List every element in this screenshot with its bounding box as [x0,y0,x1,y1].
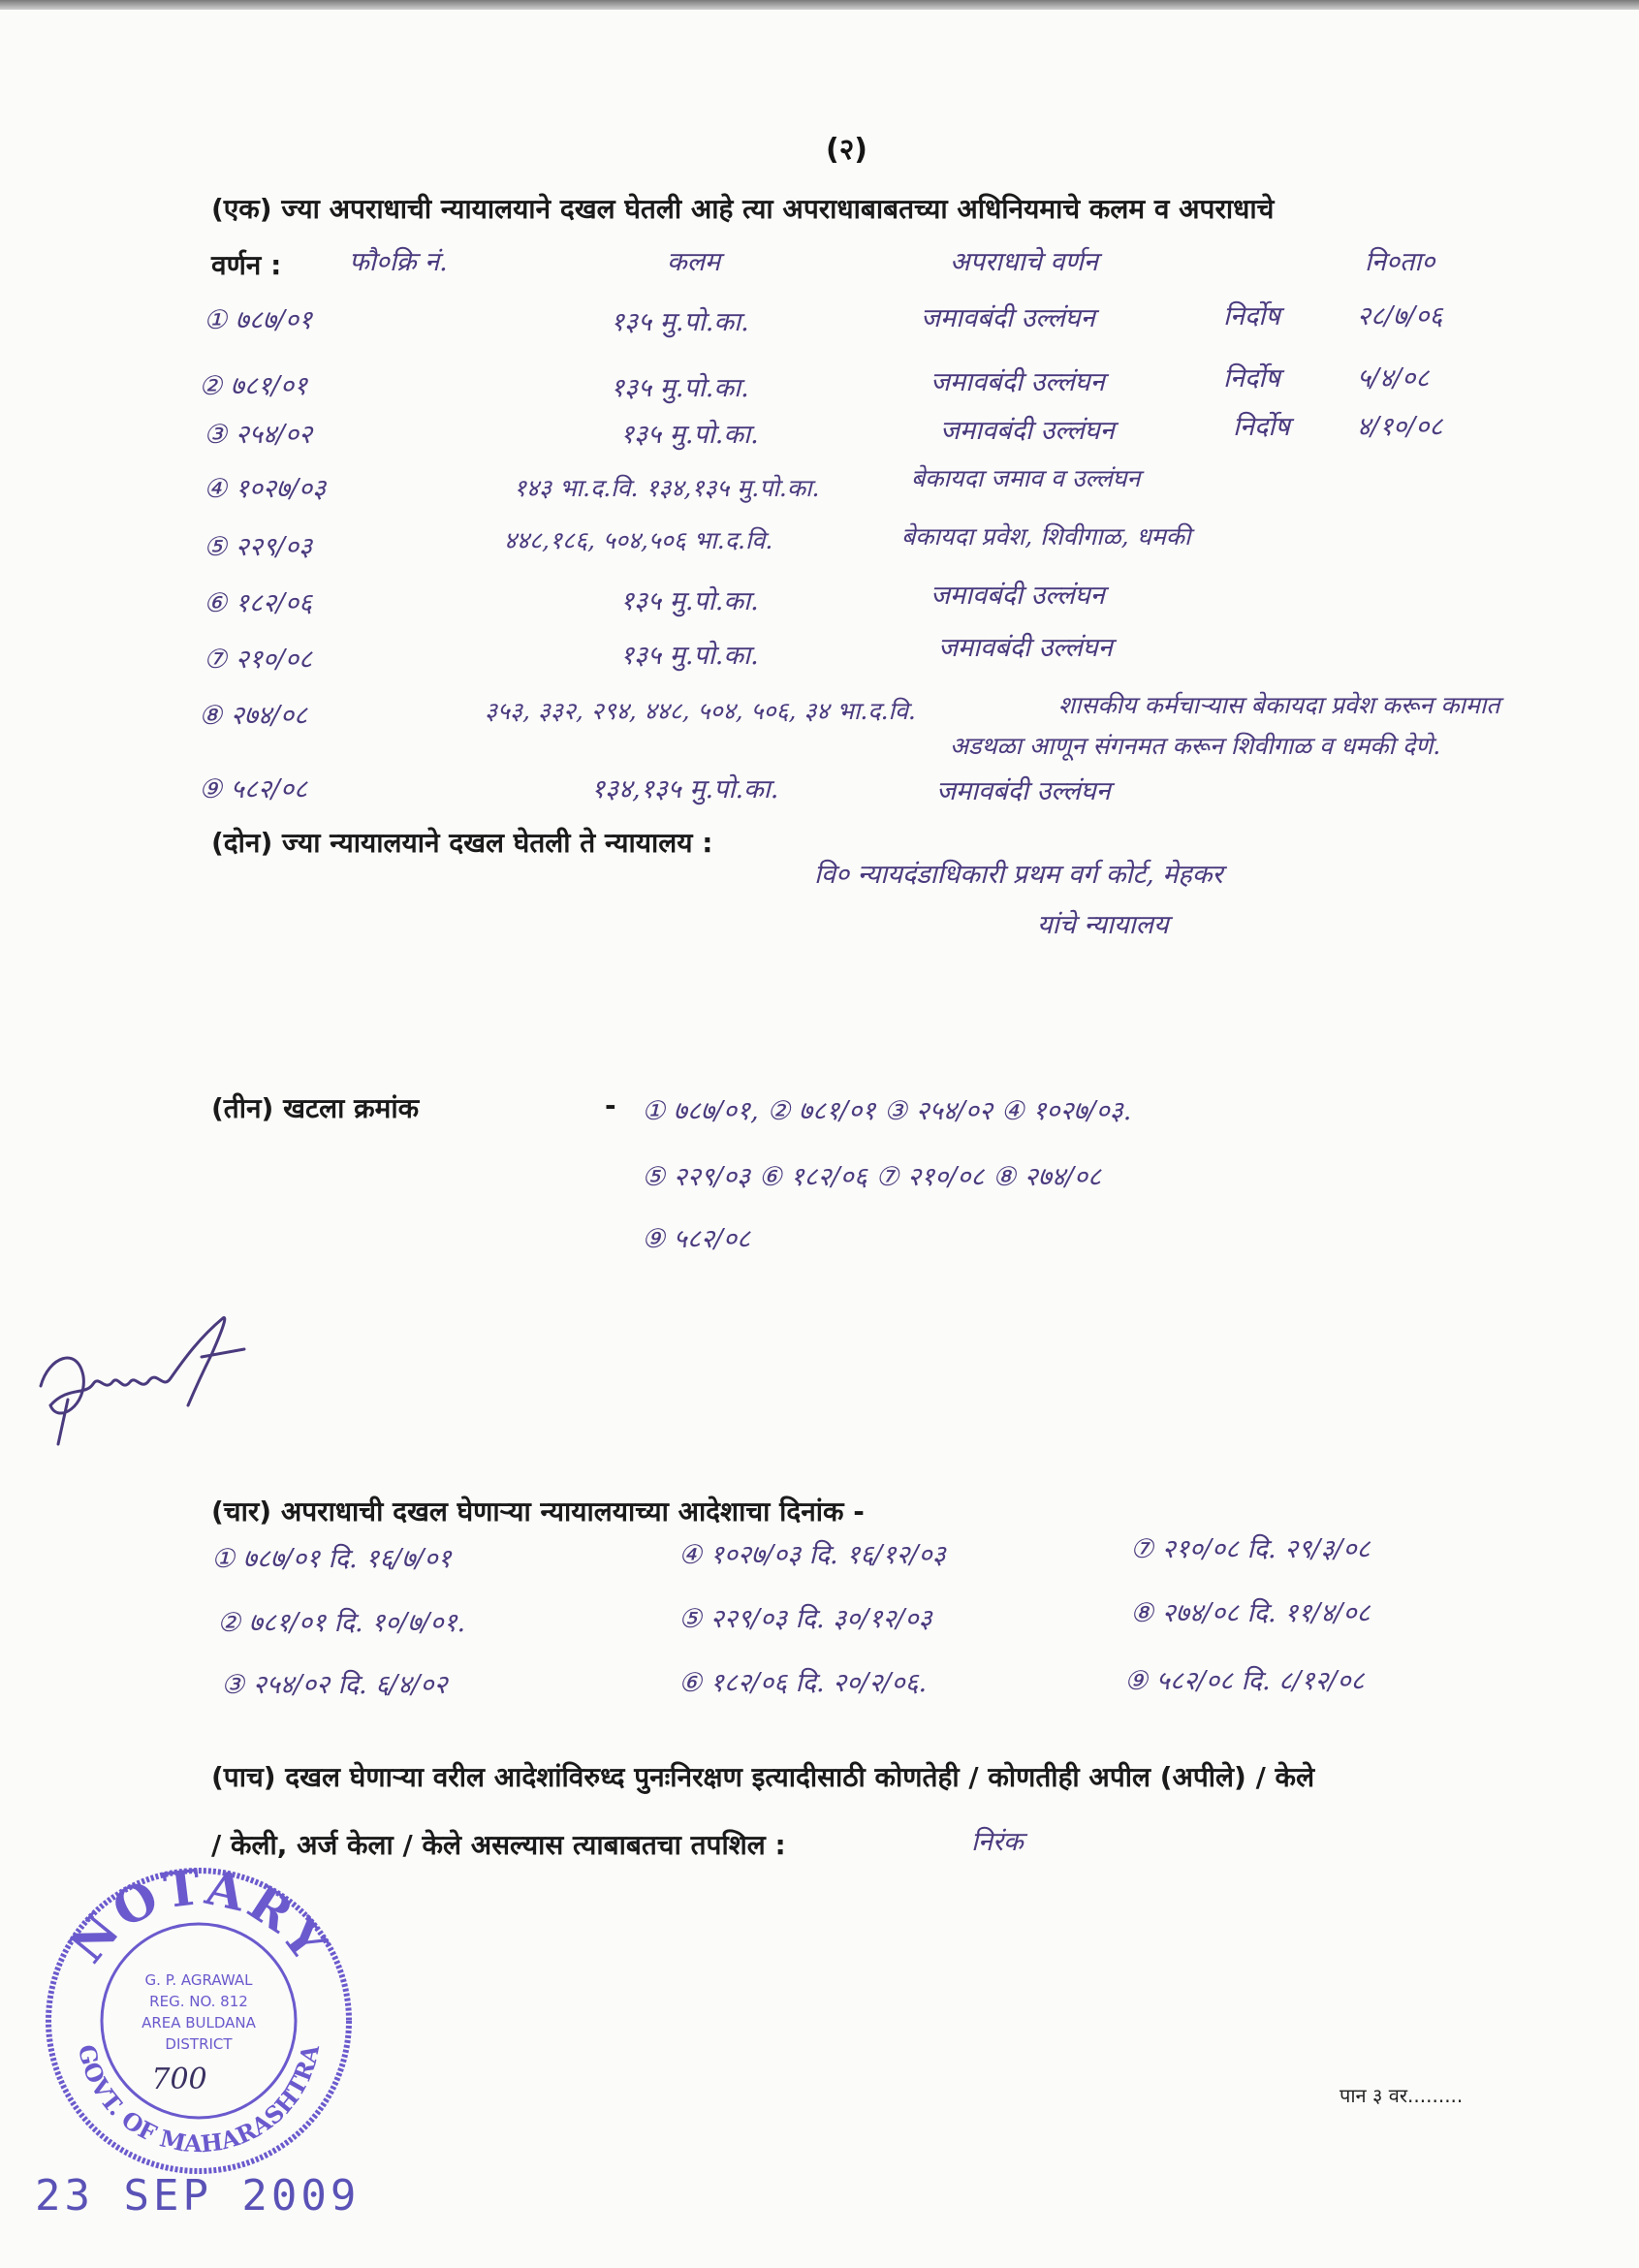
row-case: ⑥ १८२/०६ [204,588,313,618]
row-status: निर्दोष [1233,412,1290,442]
row-case: ④ १०२७/०३ [204,474,327,504]
row-status: निर्दोष [1223,363,1280,394]
section1-heading-cont: वर्णन : [211,249,282,281]
case-numbers-line3: ⑨ ५८२/०८ [642,1224,751,1254]
section1-heading: (एक) ज्या अपराधाची न्यायालयाने दखल घेतली आहे त्या अपराधाबाबतच्या अधिनियमाचे कलम व अपराधाचे [211,193,1275,225]
row-section: १३५ मु.पो.का. [620,641,759,671]
row-section: ४४८,१८६, ५०४,५०६ भा.द.वि. [504,526,773,554]
stamp-handwritten-number: 700 [151,2063,207,2096]
row-date: ५/४/०८ [1357,363,1430,394]
row-description: जमावबंदी उल्लंघन [930,367,1105,397]
section4-heading: (चार) अपराधाची दखल घेणाऱ्या न्यायालयाच्या आदेशाचा दिनांक - [211,1496,865,1528]
row-section: १४३ भा.द.वि. १३४,१३५ मु.पो.का. [514,474,820,502]
row-date: ४/१०/०८ [1357,412,1443,442]
row-case: ⑤ २२९/०३ [204,532,313,562]
row-case: ② ७८१/०१ [199,371,308,401]
court-name-cont: यांचे न्यायालय [1037,910,1169,940]
col-header-description: अपराधाचे वर्णन [950,247,1098,277]
section5-heading: (पाच) दखल घेणाऱ्या वरील आदेशांविरुध्द पुनःनिरक्षण इत्यादीसाठी कोणतेही / कोणतीही अपील (अपीले) / केले [211,1761,1315,1793]
row-section: १३५ मु.पो.का. [620,420,759,450]
row-case: ① ७८७/०१ [204,305,313,335]
section3-heading: (तीन) खटला क्रमांक [211,1092,420,1124]
order-date: ⑨ ५८२/०८ दि. ८/१२/०८ [1124,1666,1365,1696]
page-number: (२) [826,133,868,167]
order-date: ⑤ २२९/०३ दि. ३०/१२/०३ [678,1604,932,1634]
row-description: जमावबंदी उल्लंघन [936,776,1111,806]
row-description-cont: अडथळा आणून संगनमत करून शिवीगाळ व धमकी देणे. [950,732,1441,760]
stamp-top-text: NOTARY [57,1861,340,1974]
order-date: ⑧ २७४/०८ दि. ११/४/०८ [1130,1598,1371,1628]
order-date: ③ २५४/०२ दि. ६/४/०२ [221,1670,448,1700]
section5-heading-cont: / केली, अर्ज केला / केले असल्यास त्याबाबतचा तपशिल : [211,1829,786,1861]
row-status: निर्दोष [1223,301,1280,331]
col-header-case: फौ०क्रि नं. [349,247,448,277]
svg-text:NOTARY [58,1861,340,1973]
col-header-result: नि०ता० [1365,247,1435,277]
order-date: ⑦ २१०/०८ दि. २९/३/०८ [1130,1534,1371,1564]
row-section: ३५३, ३३२, २९४, ४४८, ५०४, ५०६, ३४ भा.द.वि. [485,697,916,725]
row-description: बेकायदा प्रवेश, शिवीगाळ, धमकी [901,522,1191,551]
row-section: १३५ मु.पो.का. [620,586,759,616]
section3-dash: - [605,1089,616,1121]
section2-heading: (दोन) ज्या न्यायालयाने दखल घेतली ते न्यायालय : [211,827,713,859]
case-numbers-line1: ① ७८७/०१, ② ७८१/०१ ③ २५४/०२ ④ १०२७/०३. [642,1096,1132,1126]
signature [29,1299,262,1454]
order-date: ① ७८७/०१ दि. १६/७/०१ [211,1544,452,1574]
row-description: जमावबंदी उल्लंघन [930,581,1105,611]
row-date: २८/७/०६ [1357,301,1443,331]
row-description: बेकायदा जमाव व उल्लंघन [911,464,1141,492]
order-date: ④ १०२७/०३ दि. १६/१२/०३ [678,1540,946,1570]
top-border [0,0,1639,10]
row-case: ⑨ ५८२/०८ [199,774,308,804]
row-case: ③ २५४/०२ [204,420,313,450]
appeal-details-value: निरंक [971,1827,1024,1857]
row-section: १३५ मु.पो.का. [611,373,749,403]
row-case: ⑧ २७४/०८ [199,701,308,731]
stamp-notary-name: G. P. AGRAWAL [144,1971,253,1989]
stamp-reg-no: REG. NO. 812 [149,1993,248,2010]
row-description: जमावबंदी उल्लंघन [921,303,1095,333]
stamp-district: DISTRICT [165,2035,233,2053]
row-case: ⑦ २१०/०८ [204,645,313,675]
row-description: शासकीय कर्मचाऱ्यास बेकायदा प्रवेश करून कामात [1058,691,1500,719]
stamp-bottom-text: GOVT. OF MAHARASHTRA [72,2041,326,2158]
case-numbers-line2: ⑤ २२९/०३ ⑥ १८२/०६ ⑦ २१०/०८ ⑧ २७४/०८ [642,1162,1102,1192]
court-name: वि० न्यायदंडाधिकारी प्रथम वर्ग कोर्ट, मेहकर [814,860,1223,890]
row-section: १३५ मु.पो.का. [611,307,749,337]
order-date: ⑥ १८२/०६ दि. २०/२/०६. [678,1668,928,1698]
notary-stamp [39,1861,359,2181]
order-date: ② ७८१/०१ दि. १०/७/०१. [217,1608,466,1638]
row-description: जमावबंदी उल्लंघन [938,633,1113,663]
col-header-section: कलम [667,247,721,277]
row-section: १३४,१३५ मु.पो.का. [591,774,779,804]
stamp-date: 23 SEP 2009 [35,2171,361,2221]
stamp-area: AREA BULDANA [142,2014,256,2032]
row-description: जमावबंदी उल्लंघन [940,416,1115,446]
continued-note: पान ३ वर......... [1340,2084,1464,2107]
